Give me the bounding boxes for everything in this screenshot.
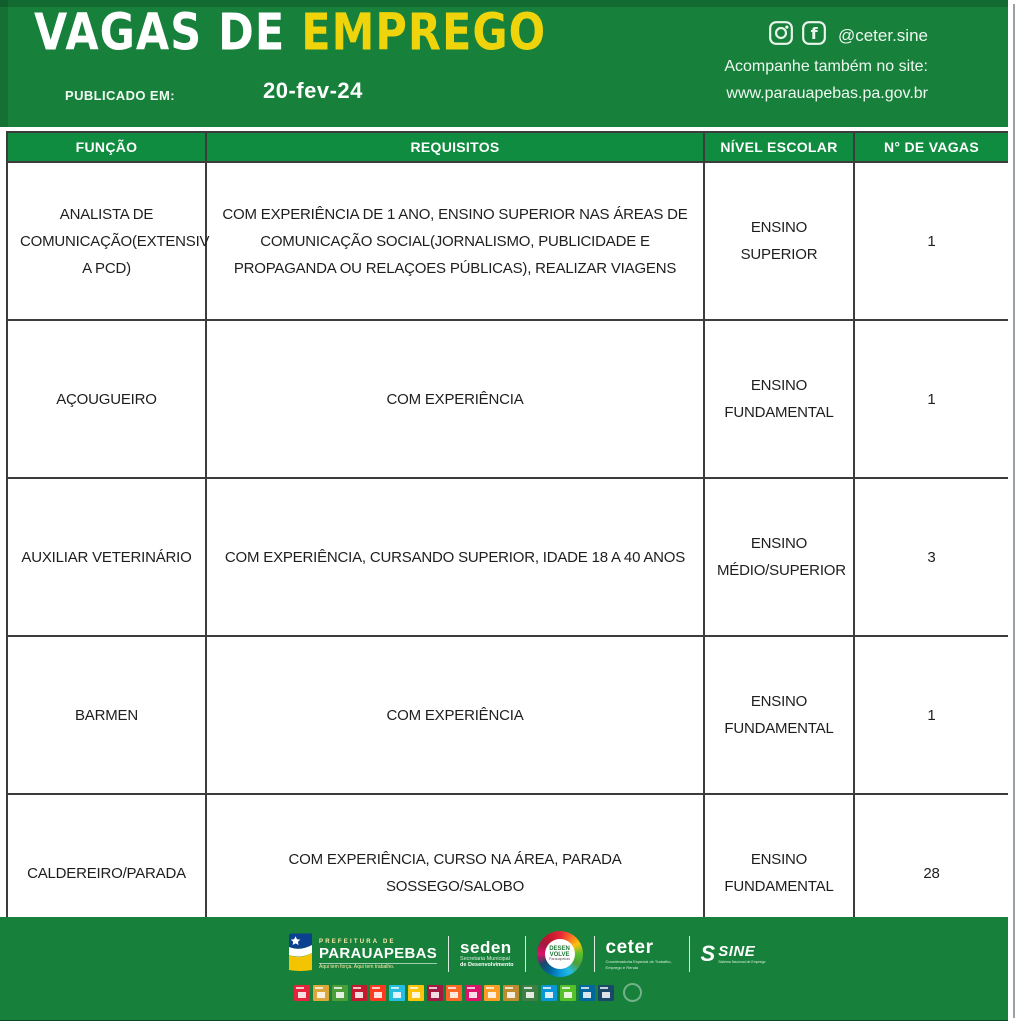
ceter-name: ceter xyxy=(605,937,654,959)
header-requisitos: REQUISITOS xyxy=(206,132,704,162)
vagas-cell: 28 xyxy=(854,794,1009,952)
sdg-tile xyxy=(560,985,576,1001)
funcao-cell: ANALISTA DE COMUNICAÇÃO(EXTENSIV A PCD) xyxy=(7,162,206,320)
jobs-table xyxy=(6,131,1010,953)
logo-separator xyxy=(594,936,595,972)
job-row xyxy=(7,478,1009,636)
job-row xyxy=(7,162,1009,320)
social-handle: @ceter.sine xyxy=(837,25,928,45)
sdg-tile xyxy=(389,985,405,1001)
footer xyxy=(0,917,1008,1022)
funcao-cell: CALDEREIRO/PARADA xyxy=(7,794,206,952)
nivel-cell: ENSINO FUNDAMENTAL xyxy=(704,794,854,952)
sdg-tile xyxy=(370,985,386,1001)
social-row xyxy=(724,20,928,51)
logo-separator xyxy=(525,936,526,972)
parauapebas-text xyxy=(319,939,437,970)
nivel-cell: ENSINO SUPERIOR xyxy=(704,162,854,320)
sine-tagline: Sistema Nacional de Emprego xyxy=(718,959,766,964)
parauapebas-name: PARAUAPEBAS xyxy=(319,944,438,962)
sine-text xyxy=(718,944,765,965)
header-nivel-escolar: NÍVEL ESCOLAR xyxy=(704,132,854,162)
sdg-tile xyxy=(522,985,538,1001)
desenvolve-wheel-icon xyxy=(537,931,583,977)
funcao-cell: BARMEN xyxy=(7,636,206,794)
sine-s-icon: S xyxy=(700,941,716,966)
sdg-tile xyxy=(446,985,462,1001)
seden-dept-line2: de Desenvolvimento xyxy=(460,961,514,968)
parauapebas-tagline: Aqui tem força. Aqui tem trabalho. xyxy=(319,963,437,970)
sdg-tile xyxy=(484,985,500,1001)
title-vagas-de: VAGAS DE xyxy=(34,3,302,63)
instagram-icon xyxy=(768,20,794,51)
sdg-tile xyxy=(332,985,348,1001)
sdg-tile xyxy=(427,985,443,1001)
sdg-tile xyxy=(351,985,367,1001)
un-emblem-icon xyxy=(623,983,642,1002)
sdg-strip xyxy=(294,983,642,1002)
desenvolve-wheel-center xyxy=(545,939,575,969)
job-row xyxy=(7,636,1009,794)
prefeitura-de-label: PREFEITURA DE xyxy=(319,938,396,945)
nivel-cell: ENSINO MÉDIO/SUPERIOR xyxy=(704,478,854,636)
nivel-cell: ENSINO FUNDAMENTAL xyxy=(704,320,854,478)
vagas-cell: 1 xyxy=(854,162,1009,320)
sdg-tile xyxy=(541,985,557,1001)
seden-logo xyxy=(460,939,514,968)
sdg-tile xyxy=(465,985,481,1001)
requisitos-cell: COM EXPERIÊNCIA, CURSO NA ÁREA, PARADA SOSSEGO/SALOBO xyxy=(206,794,704,952)
table-header-row xyxy=(7,132,1009,162)
requisitos-cell: COM EXPERIÊNCIA, CURSANDO SUPERIOR, IDADE 18 A 40 ANOS xyxy=(206,478,704,636)
requisitos-cell: COM EXPERIÊNCIA DE 1 ANO, ENSINO SUPERIOR NAS ÁREAS DE COMUNICAÇÃO SOCIAL(JORNALISMO, PUBLICIDADE E PROPAGANDA OU RELAÇOES PÚBLICAS), REALIZAR VIAGENS xyxy=(206,162,704,320)
sdg-tile xyxy=(313,985,329,1001)
job-row xyxy=(7,320,1009,478)
sdg-tile xyxy=(408,985,424,1001)
published-date: 20-fev-24 xyxy=(263,78,363,103)
nivel-cell: ENSINO FUNDAMENTAL xyxy=(704,636,854,794)
sdg-tile xyxy=(503,985,519,1001)
requisitos-cell: COM EXPERIÊNCIA xyxy=(206,636,704,794)
funcao-cell: AÇOUGUEIRO xyxy=(7,320,206,478)
website-url: www.parauapebas.pa.gov.br xyxy=(726,85,928,102)
title-emprego: EMPREGO xyxy=(301,3,547,63)
facebook-icon xyxy=(801,20,827,51)
sdg-tile xyxy=(579,985,595,1001)
desenvolve-word2: VOLVE xyxy=(549,952,570,959)
header-n-de-vagas: N° DE VAGAS xyxy=(854,132,1009,162)
logo-separator xyxy=(448,936,449,972)
social-block xyxy=(724,20,928,103)
sdg-tile xyxy=(294,985,310,1001)
svg-text:f: f xyxy=(810,24,818,44)
parauapebas-flag-icon xyxy=(286,932,314,977)
parauapebas-logo xyxy=(286,932,437,977)
hero-header xyxy=(0,0,1008,127)
page-title xyxy=(34,3,547,63)
logo-separator xyxy=(689,936,690,972)
desenvolve-word1: DESEN xyxy=(549,946,570,953)
follow-text: Acompanhe também no site: xyxy=(724,58,928,75)
sine-name: SINE xyxy=(718,942,756,960)
vagas-cell: 3 xyxy=(854,478,1009,636)
page-edge-line xyxy=(1013,4,1015,1018)
seden-dept-line1: Secretaria Municipal xyxy=(460,956,510,963)
funcao-cell: AUXILIAR VETERINÁRIO xyxy=(7,478,206,636)
sdg-tile xyxy=(598,985,614,1001)
page-right-margin xyxy=(1008,0,1024,1024)
header-funcao: FUNÇÃO xyxy=(7,132,206,162)
logo-strip xyxy=(286,927,766,981)
vagas-cell: 1 xyxy=(854,636,1009,794)
ceter-tagline: Coordenadoria Especial de Trabalho, Emprego e Renda xyxy=(605,959,672,970)
desenvolve-word3: Parauapebas xyxy=(549,957,570,962)
sine-logo xyxy=(701,943,766,965)
vagas-cell: 1 xyxy=(854,320,1009,478)
seden-name: seden xyxy=(460,938,512,958)
ceter-logo xyxy=(606,938,678,969)
requisitos-cell: COM EXPERIÊNCIA xyxy=(206,320,704,478)
published-label: PUBLICADO EM: xyxy=(65,88,175,103)
